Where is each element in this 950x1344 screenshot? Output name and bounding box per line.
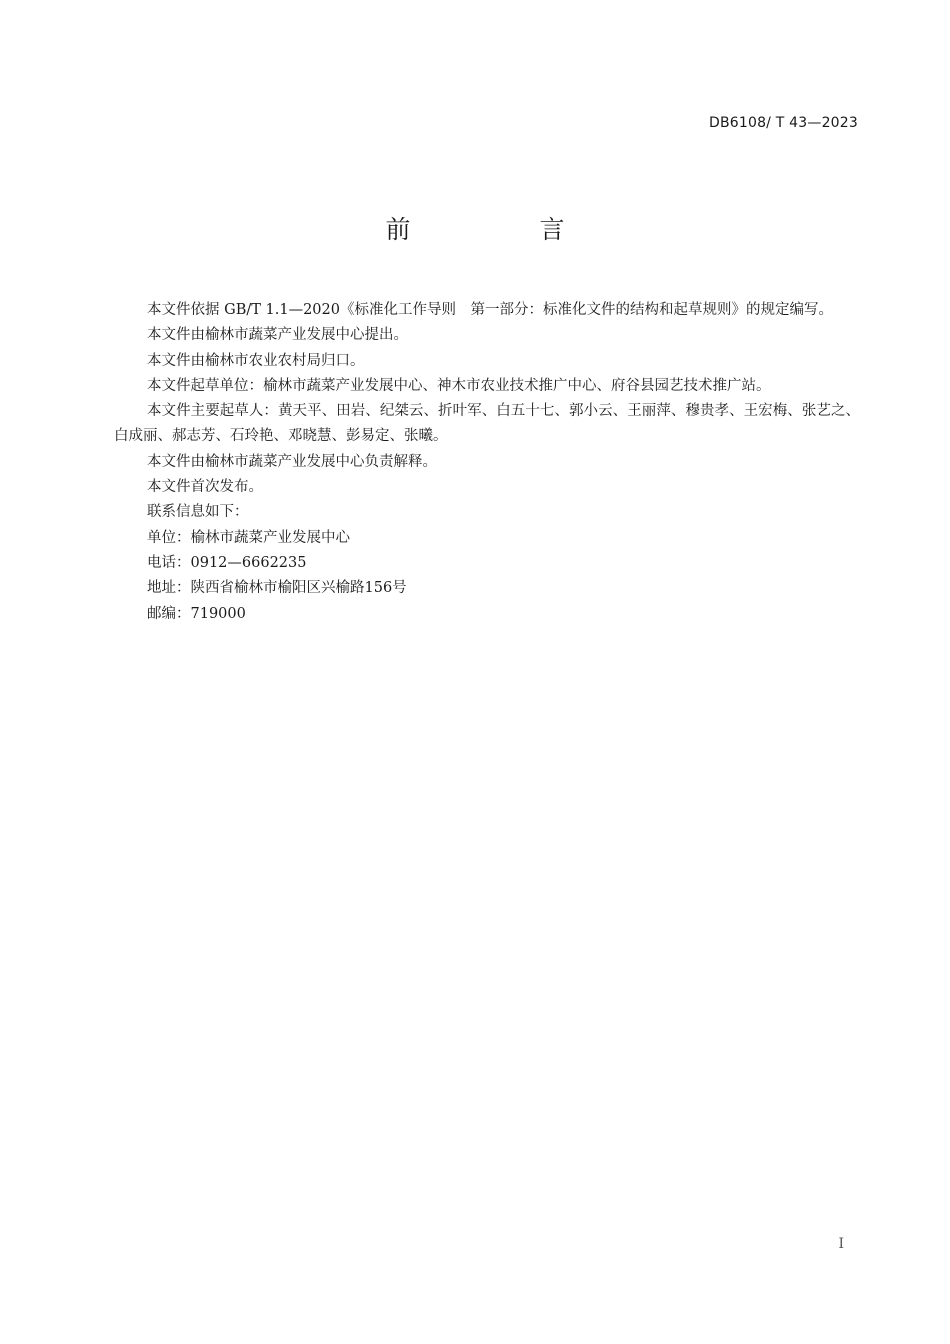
paragraph-first-release: 本文件首次发布。 <box>147 479 263 496</box>
paragraph-proposer: 本文件由榆林市蔬菜产业发展中心提出。 <box>147 327 408 344</box>
paragraph-contact-unit: 单位：榆林市蔬菜产业发展中心 <box>147 529 350 546</box>
foreword-body <box>114 298 860 627</box>
paragraph-contact-postcode: 邮编：719000 <box>147 605 246 622</box>
paragraph-contact-phone: 电话：0912—6662235 <box>147 554 307 571</box>
paragraph-drafters: 本文件主要起草人：黄天平、田岩、纪桀云、折叶军、白五十七、郭小云、王丽萍、穆贵孝、王宏梅、张艺之、白成丽、郝志芳、石玲艳、邓晓慧、彭易定、张曦。 <box>114 403 860 445</box>
paragraph-drafting-units: 本文件起草单位：榆林市蔬菜产业发展中心、神木市农业技术推广中心、府谷县园艺技术推广站。 <box>147 377 771 394</box>
paragraph-interpretation: 本文件由榆林市蔬菜产业发展中心负责解释。 <box>147 453 437 470</box>
paragraph-administrator: 本文件由榆林市农业农村局归口。 <box>147 352 365 369</box>
paragraph-contact-heading: 联系信息如下： <box>147 504 249 521</box>
document-code: DB6108/ T 43—2023 <box>708 115 858 131</box>
paragraph-contact-address: 地址：陕西省榆林市榆阳区兴榆路156号 <box>147 580 407 597</box>
page-title: 前 言 <box>385 215 617 244</box>
page-number: I <box>838 1236 844 1252</box>
paragraph-basis: 本文件依据 GB/T 1.1—2020《标准化工作导则 第一部分：标准化文件的结构和起草规则》的规定编写。 <box>147 302 833 318</box>
